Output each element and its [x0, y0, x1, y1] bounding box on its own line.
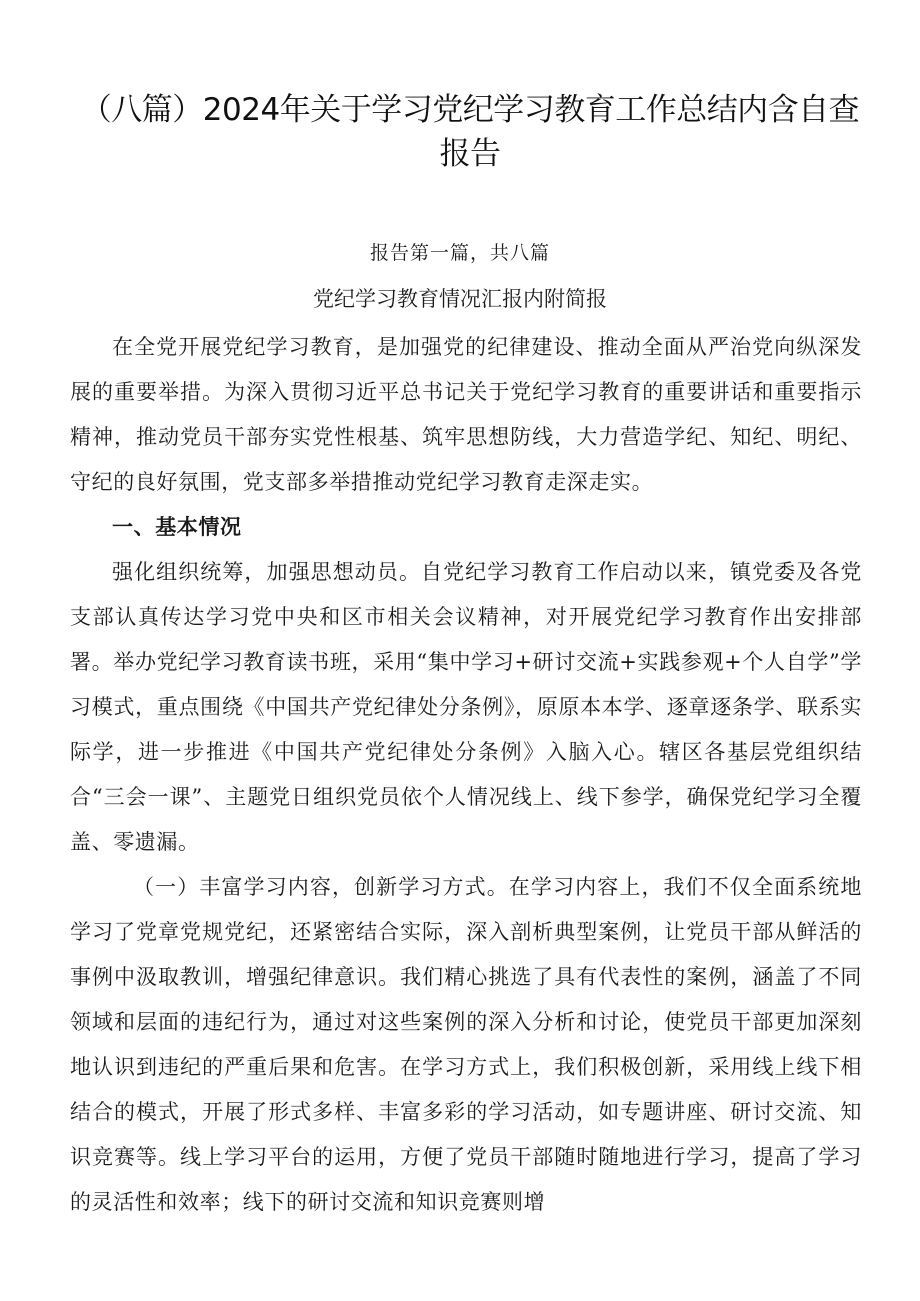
heading-basic-situation: 一、基本情况 [112, 515, 242, 539]
paragraph-intro: 在全党开展党纪学习教育，是加强党的纪律建设、推动全面从严治党向纵深发展的重要举措。为深入贯彻习近平总书记关于党纪学习教育的重要讲话和重要指示精神，推动党员干部夯实党性根基、筑牢思想防线，大力营造学纪、知纪、明纪、守纪的良好氛围，党支部多举措推动党纪学习教育走深走实。 [70, 335, 862, 494]
paragraph-point-1: （一）丰富学习内容，创新学习方式。在学习内容上，我们不仅全面系统地学习了党章党规党纪，还紧密结合实际，深入剖析典型案例，让党员干部从鲜活的事例中汲取教训，增强纪律意识。我们精心挑选了具有代表性的案例，涵盖了不同领域和层面的违纪行为，通过对这些案例的深入分析和讨论，使党员干部更加深刻地认识到违纪的严重后果和危害。在学习方式上，我们积极创新，采用线上线下相结合的模式，开展了形式多样、丰富多彩的学习活动，如专题讲座、研讨交流、知识竞赛等。线上学习平台的运用，方便了党员干部随时随地进行学习，提高了学习的灵活性和效率；线下的研讨交流和知识竞赛则增 [70, 875, 862, 1214]
document-title: （八篇）2024年关于学习党纪学习教育工作总结内含自查报告 [80, 92, 860, 172]
document-body [70, 325, 862, 1225]
paragraph-basic: 强化组织统筹，加强思想动员。自党纪学习教育工作启动以来，镇党委及各党支部认真传达学习党中央和区市相关会议精神，对开展党纪学习教育作出安排部署。举办党纪学习教育读书班，采用“集中学习+研讨交流+实践参观+个人自学”学习模式，重点围绕《中国共产党纪律处分条例》，原原本本学、逐章逐条学、联系实际学，进一步推进《中国共产党纪律处分条例》入脑入心。辖区各基层党组织结合“三会一课”、主题党日组织党员依个人情况线上、线下参学，确保党纪学习全覆盖、零遗漏。 [70, 560, 862, 854]
document-subtitle: 报告第一篇，共八篇 [369, 242, 550, 264]
section-title: 党纪学习教育情况汇报内附简报 [313, 287, 607, 311]
